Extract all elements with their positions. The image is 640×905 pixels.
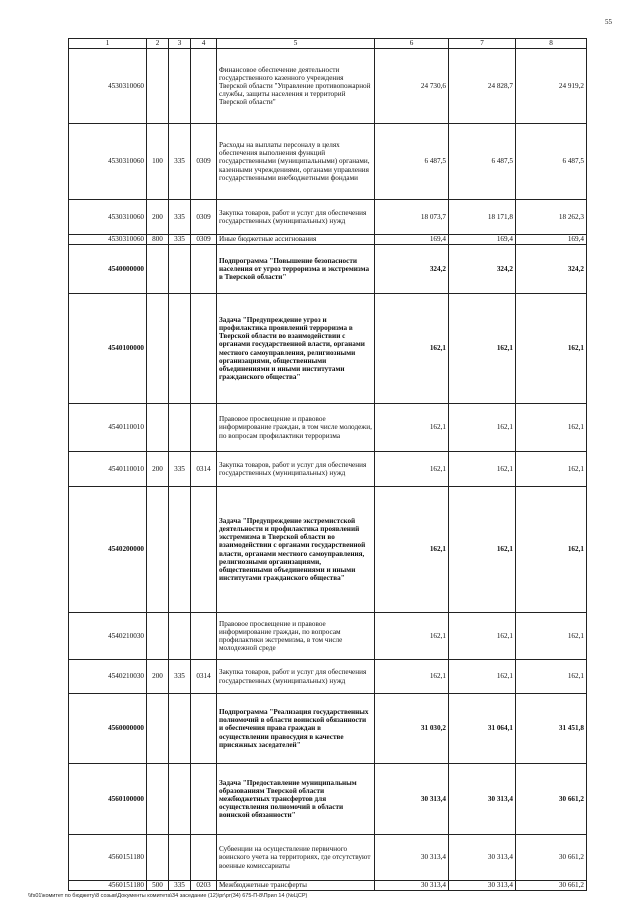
col4-cell [191, 245, 217, 294]
col3-cell: 335 [169, 452, 191, 487]
value-col6-cell: 162,1 [375, 660, 449, 694]
description-cell: Субвенции на осуществление первичного воинского учета на территориях, где отсутствуют военные комиссариаты [217, 835, 375, 881]
value-col8-cell: 169,4 [516, 235, 587, 245]
col4-cell [191, 694, 217, 764]
col4-cell: 0309 [191, 124, 217, 200]
col3-cell [169, 404, 191, 452]
col2-cell [147, 487, 169, 613]
col3-cell [169, 613, 191, 660]
footer-file-path: \\fs01\комитет по бюджету\8 созыв\Документы комитета\34 заседание (12)\рг\рг(34) 675-П-8\Прил 14 (№ЦСР) [28, 893, 308, 899]
description-cell: Задача "Предупреждение угроз и профилактика проявлений терроризма в Тверской области во взаимодействии с органами государственной власти, органами местного самоуправления, религиозными организациями, общественными объединениями и иными институтами гражданского общества" [217, 294, 375, 404]
header-cell: 1 [69, 39, 147, 49]
col2-cell [147, 694, 169, 764]
code-cell: 4560151180 [69, 835, 147, 881]
value-col6-cell: 30 313,4 [375, 764, 449, 835]
code-cell: 4540110010 [69, 404, 147, 452]
description-cell: Расходы на выплаты персоналу в целях обеспечения выполнения функций государственными (муниципальными) органами, казенными учреждениями, органами управления государственными внебюджетными фондами [217, 124, 375, 200]
col2-cell [147, 404, 169, 452]
code-cell: 4560151180 [69, 881, 147, 891]
table-row [69, 200, 587, 235]
code-cell: 4540100000 [69, 294, 147, 404]
value-col8-cell: 162,1 [516, 613, 587, 660]
description-cell: Подпрограмма "Повышение безопасности населения от угроз терроризма и экстремизма в Тверской области" [217, 245, 375, 294]
value-col7-cell: 162,1 [449, 294, 516, 404]
col4-cell [191, 613, 217, 660]
table-row [69, 660, 587, 694]
description-cell: Межбюджетные трансферты [217, 881, 375, 891]
header-cell: 5 [217, 39, 375, 49]
col3-cell [169, 694, 191, 764]
budget-table [68, 38, 587, 891]
col4-cell: 0314 [191, 452, 217, 487]
col2-cell [147, 294, 169, 404]
table-row [69, 124, 587, 200]
col3-cell [169, 487, 191, 613]
code-cell: 4560000000 [69, 694, 147, 764]
table-row [69, 452, 587, 487]
header-cell: 7 [449, 39, 516, 49]
col4-cell [191, 294, 217, 404]
col3-cell: 335 [169, 200, 191, 235]
col3-cell [169, 49, 191, 124]
value-col6-cell: 162,1 [375, 487, 449, 613]
table-row [69, 49, 587, 124]
description-cell: Закупка товаров, работ и услуг для обеспечения государственных (муниципальных) нужд [217, 452, 375, 487]
code-cell: 4540200000 [69, 487, 147, 613]
value-col8-cell: 324,2 [516, 245, 587, 294]
table-row [69, 835, 587, 881]
value-col6-cell: 30 313,4 [375, 835, 449, 881]
col4-cell [191, 404, 217, 452]
col4-cell: 0314 [191, 660, 217, 694]
value-col7-cell: 31 064,1 [449, 694, 516, 764]
value-col6-cell: 6 487,5 [375, 124, 449, 200]
description-cell: Подпрограмма "Реализация государственных полномочий в области воинской обязанности и обеспечения права граждан в осуществлении правосудия в качестве присяжных заседателей" [217, 694, 375, 764]
code-cell: 4530310060 [69, 200, 147, 235]
value-col8-cell: 162,1 [516, 404, 587, 452]
table-row [69, 294, 587, 404]
table-row [69, 613, 587, 660]
col4-cell [191, 835, 217, 881]
table-row [69, 881, 587, 891]
value-col8-cell: 162,1 [516, 452, 587, 487]
value-col6-cell: 18 073,7 [375, 200, 449, 235]
col2-cell [147, 613, 169, 660]
page-number: 55 [605, 18, 612, 26]
description-cell: Закупка товаров, работ и услуг для обеспечения государственных (муниципальных) нужд [217, 660, 375, 694]
value-col7-cell: 18 171,8 [449, 200, 516, 235]
value-col7-cell: 30 313,4 [449, 835, 516, 881]
value-col6-cell: 169,4 [375, 235, 449, 245]
table-row [69, 694, 587, 764]
col2-cell [147, 764, 169, 835]
table-row [69, 235, 587, 245]
description-cell: Закупка товаров, работ и услуг для обеспечения государственных (муниципальных) нужд [217, 200, 375, 235]
description-cell: Финансовое обеспечение деятельности государственного казенного учреждения Тверской области "Управление противопожарной службы, защиты населения и территорий Тверской области" [217, 49, 375, 124]
col3-cell [169, 835, 191, 881]
value-col7-cell: 30 313,4 [449, 764, 516, 835]
header-cell: 8 [516, 39, 587, 49]
col4-cell: 0203 [191, 881, 217, 891]
table-row [69, 404, 587, 452]
col3-cell: 335 [169, 235, 191, 245]
value-col8-cell: 18 262,3 [516, 200, 587, 235]
value-col8-cell: 24 919,2 [516, 49, 587, 124]
description-cell: Правовое просвещение и правовое информирование граждан, в том числе молодежи, по вопросам профилактики терроризма [217, 404, 375, 452]
col2-cell [147, 245, 169, 294]
value-col7-cell: 6 487,5 [449, 124, 516, 200]
col2-cell: 200 [147, 452, 169, 487]
value-col6-cell: 162,1 [375, 294, 449, 404]
value-col7-cell: 162,1 [449, 452, 516, 487]
code-cell: 4540110010 [69, 452, 147, 487]
col4-cell: 0309 [191, 235, 217, 245]
col3-cell [169, 764, 191, 835]
value-col8-cell: 6 487,5 [516, 124, 587, 200]
header-cell: 3 [169, 39, 191, 49]
col4-cell [191, 764, 217, 835]
code-cell: 4560100000 [69, 764, 147, 835]
code-cell: 4530310060 [69, 235, 147, 245]
col2-cell: 500 [147, 881, 169, 891]
col3-cell: 335 [169, 124, 191, 200]
col3-cell: 335 [169, 881, 191, 891]
value-col7-cell: 324,2 [449, 245, 516, 294]
col2-cell: 100 [147, 124, 169, 200]
value-col6-cell: 324,2 [375, 245, 449, 294]
value-col7-cell: 162,1 [449, 613, 516, 660]
header-cell: 2 [147, 39, 169, 49]
header-row [69, 39, 587, 49]
description-cell: Задача "Предоставление муниципальным образованиям Тверской области межбюджетных трансфертов для осуществления полномочий в области воинской обязанности" [217, 764, 375, 835]
col4-cell [191, 487, 217, 613]
description-cell: Иные бюджетные ассигнования [217, 235, 375, 245]
value-col6-cell: 24 730,6 [375, 49, 449, 124]
table-row [69, 245, 587, 294]
code-cell: 4540000000 [69, 245, 147, 294]
code-cell: 4530310060 [69, 49, 147, 124]
description-cell: Правовое просвещение и правовое информирование граждан, по вопросам профилактики экстремизма, в том числе молодежной среде [217, 613, 375, 660]
value-col8-cell: 162,1 [516, 660, 587, 694]
value-col7-cell: 24 828,7 [449, 49, 516, 124]
col2-cell [147, 835, 169, 881]
table-row [69, 487, 587, 613]
table-row [69, 764, 587, 835]
code-cell: 4540210030 [69, 613, 147, 660]
header-cell: 6 [375, 39, 449, 49]
value-col6-cell: 31 030,2 [375, 694, 449, 764]
col4-cell: 0309 [191, 200, 217, 235]
description-cell: Задача "Предупреждение экстремистской деятельности и профилактика проявлений экстремизма в Тверской области во взаимодействии с органами государственной власти, органами местного самоуправления, религиозными организациями, общественными объединениями и иными институтами гражданского общества" [217, 487, 375, 613]
value-col7-cell: 162,1 [449, 487, 516, 613]
value-col8-cell: 162,1 [516, 487, 587, 613]
value-col6-cell: 162,1 [375, 404, 449, 452]
value-col6-cell: 162,1 [375, 452, 449, 487]
col2-cell: 800 [147, 235, 169, 245]
col4-cell [191, 49, 217, 124]
col3-cell [169, 245, 191, 294]
value-col8-cell: 31 451,8 [516, 694, 587, 764]
value-col6-cell: 30 313,4 [375, 881, 449, 891]
col2-cell: 200 [147, 200, 169, 235]
value-col7-cell: 30 313,4 [449, 881, 516, 891]
col2-cell: 200 [147, 660, 169, 694]
code-cell: 4540210030 [69, 660, 147, 694]
value-col7-cell: 169,4 [449, 235, 516, 245]
value-col8-cell: 30 661,2 [516, 835, 587, 881]
code-cell: 4530310060 [69, 124, 147, 200]
value-col8-cell: 162,1 [516, 294, 587, 404]
value-col8-cell: 30 661,2 [516, 764, 587, 835]
value-col7-cell: 162,1 [449, 660, 516, 694]
value-col7-cell: 162,1 [449, 404, 516, 452]
col3-cell: 335 [169, 660, 191, 694]
value-col8-cell: 30 661,2 [516, 881, 587, 891]
col2-cell [147, 49, 169, 124]
value-col6-cell: 162,1 [375, 613, 449, 660]
col3-cell [169, 294, 191, 404]
header-cell: 4 [191, 39, 217, 49]
